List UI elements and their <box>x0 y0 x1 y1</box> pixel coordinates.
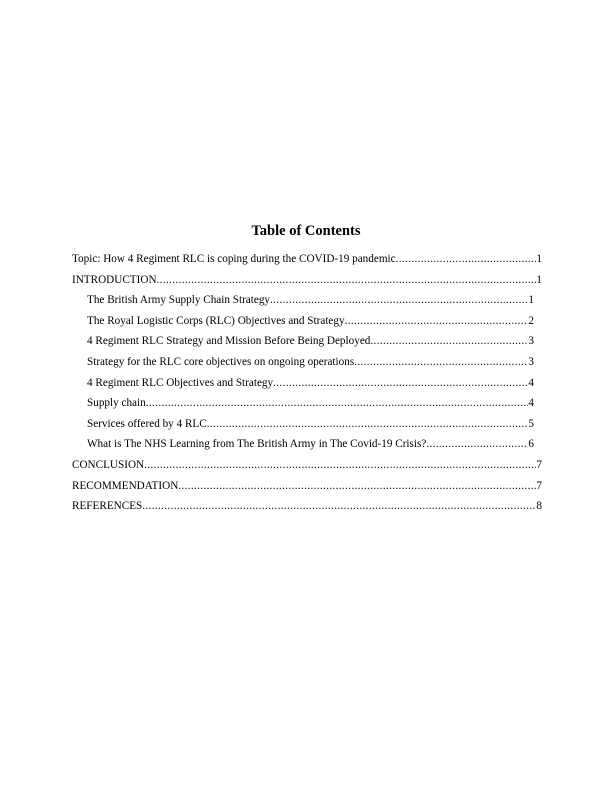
toc-page-number: 2 <box>528 314 534 327</box>
toc-dot-leader <box>396 252 537 266</box>
toc-entry-text: REFERENCES <box>72 500 143 513</box>
toc-page-number: 3 <box>528 335 534 348</box>
toc-page-number: 8 <box>536 500 542 513</box>
toc-entry-text: CONCLUSION <box>72 458 145 471</box>
toc-page-number: 1 <box>528 294 534 307</box>
toc-page-number: 4 <box>528 376 534 389</box>
toc-entry-supply-chain-strategy[interactable] <box>72 293 542 314</box>
toc-entry-introduction[interactable] <box>72 273 542 294</box>
toc-dot-leader <box>157 273 537 287</box>
toc-dot-leader <box>370 334 528 348</box>
toc-title: Table of Contents <box>251 223 361 239</box>
toc-dot-leader <box>144 458 536 472</box>
toc-entry-references[interactable] <box>72 499 542 520</box>
toc-dot-leader <box>207 417 529 431</box>
toc-dot-leader <box>270 293 528 307</box>
toc-entry-regiment-objectives[interactable] <box>72 376 542 397</box>
toc-page-number: 1 <box>536 273 542 286</box>
toc-entry-text: 4 Regiment RLC Strategy and Mission Before Being Deployed <box>87 335 371 348</box>
toc-dot-leader <box>345 314 529 328</box>
toc-entry-recommendation[interactable] <box>72 479 542 500</box>
toc-dot-leader <box>178 479 536 493</box>
toc-entry-text: INTRODUCTION <box>72 273 157 286</box>
toc-entry-text: Strategy for the RLC core objectives on ongoing operations <box>87 355 355 368</box>
toc-entry-strategy-before-deployed[interactable] <box>72 334 542 355</box>
toc-entry-text: Services offered by 4 RLC <box>87 417 207 430</box>
toc-page-number: 4 <box>528 397 534 410</box>
toc-page-number: 7 <box>536 479 542 492</box>
toc-entry-nhs-learning[interactable] <box>72 437 542 458</box>
toc-page-number: 3 <box>528 355 534 368</box>
toc-page-number: 5 <box>528 417 534 430</box>
toc-entry-text: 4 Regiment RLC Objectives and Strategy <box>87 376 274 389</box>
toc-page-number: 6 <box>528 438 534 451</box>
toc-entry-core-objectives[interactable] <box>72 355 542 376</box>
toc-entry-rlc-objectives[interactable] <box>72 314 542 335</box>
toc-entry-text: RECOMMENDATION <box>72 479 179 492</box>
toc-entry-text: Supply chain <box>87 397 146 410</box>
toc-entry-text: Topic: How 4 Regiment RLC is coping during the COVID-19 pandemic <box>72 253 396 265</box>
toc-entry-text: The British Army Supply Chain Strategy <box>87 294 271 307</box>
toc-dot-leader <box>426 437 528 451</box>
toc-page-number: 7 <box>536 458 542 471</box>
toc-page-number: 1 <box>536 253 542 265</box>
toc-entry-services[interactable] <box>72 417 542 438</box>
toc-entry-text: The Royal Logistic Corps (RLC) Objectives and Strategy <box>87 314 345 327</box>
toc-entry-text: What is The NHS Learning from The British Army in The Covid-19 Crisis? <box>87 438 427 451</box>
toc-entry-conclusion[interactable] <box>72 458 542 479</box>
toc-entry-topic[interactable] <box>72 252 542 273</box>
toc-dot-leader <box>146 396 529 410</box>
toc-dot-leader <box>273 376 528 390</box>
toc-dot-leader <box>142 499 536 513</box>
toc-entry-supply-chain[interactable] <box>72 396 542 417</box>
toc-dot-leader <box>354 355 528 369</box>
toc-list <box>72 252 542 520</box>
